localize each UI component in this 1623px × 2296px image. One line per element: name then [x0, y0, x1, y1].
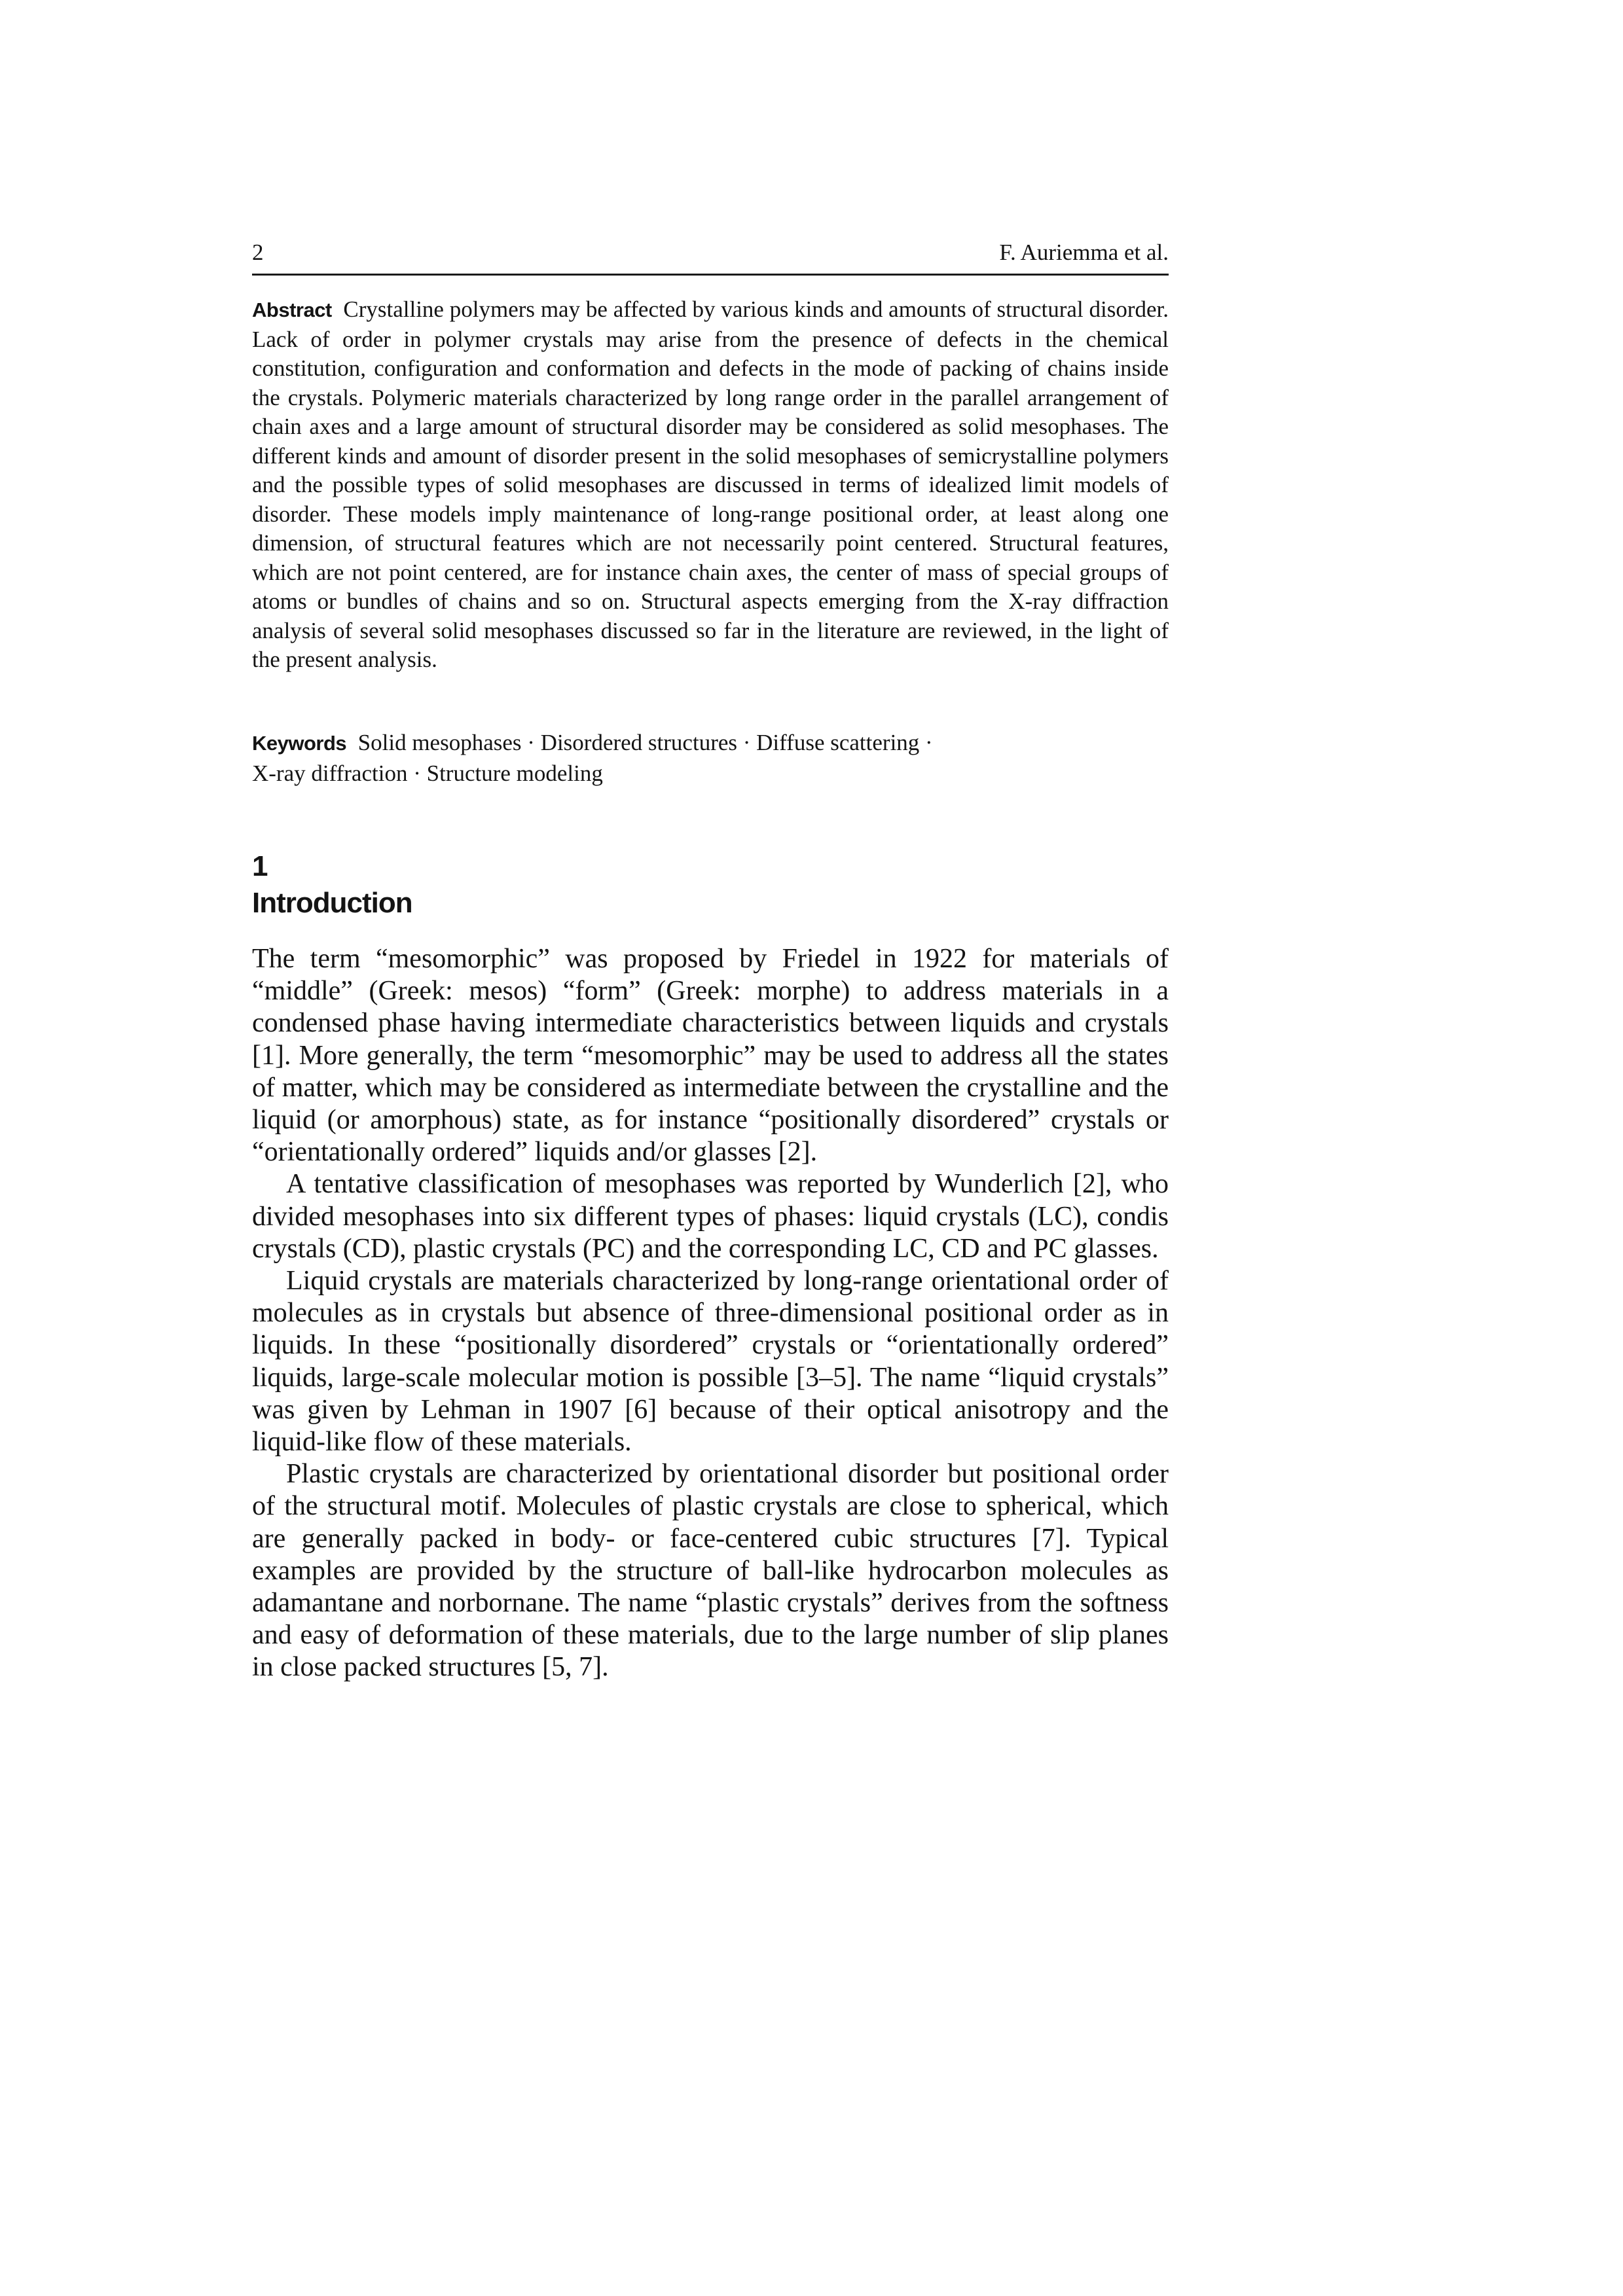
keywords: [252, 728, 1169, 789]
section-title: Introduction: [252, 887, 412, 919]
page-number: 2: [252, 240, 264, 265]
abstract-text: Crystalline polymers may be affected by various kinds and amounts of structural disorder. Lack of order in polymer crystals may arise from the presence of defects in the chemical constitution, configuration and conformation and defects in the mode of packing of chains inside the crystals. Polymeric materials characterized by long range order in the parallel arrangement of chain axes and a large amount of structural disorder may be considered as solid mesophases. The different kinds and amount of disorder present in the solid mesophases of semicrystalline polymers and the possible types of solid mesophases are discussed in terms of idealized limit models of disorder. These models imply maintenance of long-range positional order, at least along one dimension, of structural features which are not necessarily point centered. Structural features, which are not point centered, are for instance chain axes, the center of mass of special groups of atoms or bundles of chains and so on. Structural aspects emerging from the X-ray diffraction analysis of several solid mesophases discussed so far in the literature are reviewed, in the light of the present analysis.: [252, 296, 1169, 672]
running-header-authors: F. Auriemma et al.: [999, 240, 1169, 265]
header-rule: [252, 274, 1169, 276]
paragraph-4: Plastic crystals are characterized by orientational disorder but positional order of the structural motif. Molecules of plastic crystals are close to spherical, which are generally packed in body- or face-centered cubic structures [7]. Typical examples are provided by the structure of ball-like hydrocarbon molecules as adamantane and norbornane. The name “plastic crystals” derives from the softness and easy of deformation of these materials, due to the large number of slip planes in close packed structures [5, 7].: [252, 1459, 1169, 1683]
paragraph-3: Liquid crystals are materials characterized by long-range orientational order of molecules as in crystals but absence of three-dimensional positional order as in liquids. In these “positionally disordered” crystals or “orientationally ordered” liquids, large-scale molecular motion is possible [3–5]. The name “liquid crystals” was given by Lehman in 1907 [6] because of their optical anisotropy and the liquid-like flow of these materials.: [252, 1266, 1169, 1458]
paragraph-2: A tentative classification of mesophases was reported by Wunderlich [2], who divided mesophases into six different types of phases: liquid crystals (LC), condis crystals (CD), plastic crystals (PC) and the corresponding LC, CD and PC glasses.: [252, 1169, 1169, 1264]
section-heading: [252, 848, 412, 922]
abstract: [252, 295, 1169, 675]
abstract-label: Abstract: [252, 298, 332, 321]
keywords-line-1: Solid mesophases · Disordered structures · Diffuse scattering ·: [357, 730, 933, 755]
body-text: [252, 943, 1169, 1684]
running-header: [252, 233, 1169, 272]
section-number: 1: [252, 850, 268, 882]
paragraph-1: The term “mesomorphic” was proposed by Friedel in 1922 for materials of “middle” (Greek: mesos) “form” (Greek: morphe) to address materials in a condensed phase having intermediate characteristics between liquids and crystals [1]. More generally, the term “mesomorphic” may be used to address all the states of matter, which may be considered as intermediate between the crystalline and the liquid (or amorphous) state, as for instance “positionally disordered” crystals or “orientationally ordered” liquids and/or glasses [2].: [252, 944, 1169, 1168]
keywords-label: Keywords: [252, 732, 347, 755]
keywords-line-2: X-ray diffraction · Structure modeling: [252, 761, 603, 786]
